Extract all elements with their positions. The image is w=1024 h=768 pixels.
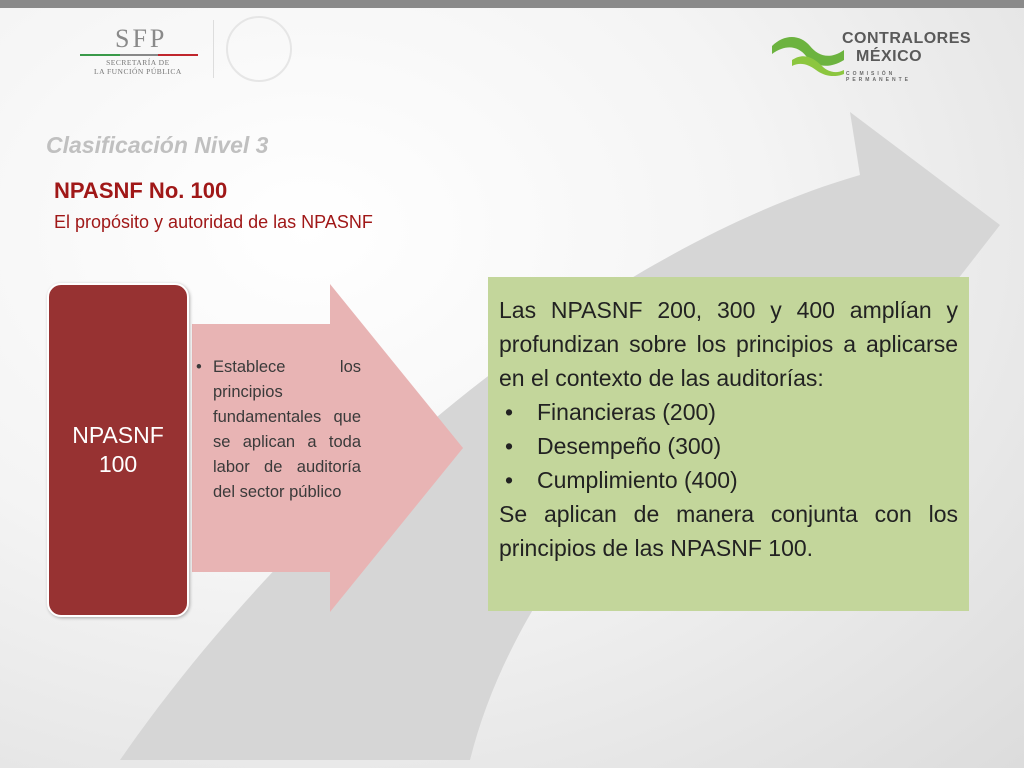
green-info-box — [488, 277, 969, 611]
national-seal-icon — [226, 16, 292, 82]
bullet-icon: • — [505, 399, 514, 425]
logo-divider — [213, 20, 214, 78]
contralores-swoosh-icon — [770, 30, 846, 76]
cm-logo-line1: CONTRALORES — [842, 30, 972, 47]
green-list-item-text: Cumplimiento (400) — [537, 467, 738, 493]
npasnf-box-label-line1: NPASNF — [72, 422, 164, 448]
npasnf-100-box — [47, 283, 189, 617]
bullet-icon: • — [505, 467, 514, 493]
sfp-logo-text: SFP — [115, 24, 168, 53]
standard-subtitle: El propósito y autoridad de las NPASNF — [54, 212, 373, 232]
sfp-logo-subtitle — [94, 58, 182, 76]
sfp-logo-rule — [80, 54, 198, 56]
contralores-mexico-logo — [770, 28, 972, 83]
green-list-item — [499, 395, 958, 429]
classification-heading: Clasificación Nivel 3 — [46, 132, 269, 158]
cm-logo-line3: COMISIÓN PERMANENTE — [846, 71, 912, 83]
green-intro-text: Las NPASNF 200, 300 y 400 amplían y profundizan sobre los principios a aplicarse en el contexto de las auditorías: — [499, 297, 958, 391]
bullet-icon: • — [505, 433, 514, 459]
npasnf-box-label-line2: 100 — [98, 451, 138, 477]
green-list-item-text: Financieras (200) — [537, 399, 716, 425]
bullet-icon: • — [196, 358, 202, 376]
sfp-logo — [80, 22, 220, 82]
green-list-item — [499, 429, 958, 463]
arrow-bullet-text: Establece los principios fundamentales que se aplican a toda labor de auditoría del sector público — [213, 358, 361, 501]
standard-title: NPASNF No. 100 — [54, 178, 228, 203]
green-list-item — [499, 463, 958, 497]
arrow-bullet-item — [196, 355, 361, 505]
sfp-subtitle-line2: LA FUNCIÓN PÚBLICA — [94, 67, 182, 76]
green-list-item-text: Desempeño (300) — [537, 433, 722, 459]
green-outro-text: Se aplican de manera conjunta con los principios de las NPASNF 100. — [499, 501, 958, 561]
cm-logo-line2: MÉXICO — [856, 48, 923, 65]
sfp-subtitle-line1: SECRETARÍA DE — [106, 58, 170, 67]
